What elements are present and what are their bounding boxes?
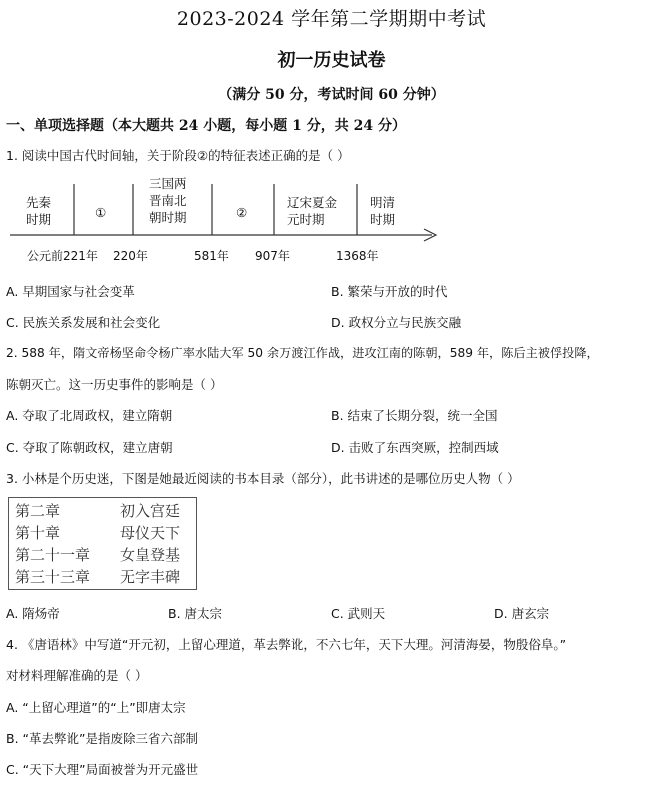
section-heading: 一、单项选择题（本大题共 24 小题，每小题 1 分，共 24 分）: [6, 118, 406, 134]
timeline-cell-stage-2: [236, 204, 247, 221]
toc-chapter: 第二章: [15, 502, 61, 520]
timeline-cell-liao-song: [287, 194, 337, 228]
q2-option-d[interactable]: D. 击败了东西突厥，控制西域: [331, 440, 499, 455]
timeline-label: 1368年: [336, 249, 379, 263]
timeline-cell-text: ①: [95, 205, 107, 220]
q2-stem-line2: 陈朝灭亡。这一历史事件的影响是（ ）: [6, 377, 223, 392]
q1-option-b[interactable]: B. 繁荣与开放的时代: [331, 284, 448, 299]
timeline-cell-text: 明清 时期: [370, 195, 396, 227]
timeline-label: 581年: [194, 249, 229, 263]
q3-option-c[interactable]: C. 武则天: [331, 606, 386, 621]
q1-timeline: [0, 170, 460, 270]
q3-option-a[interactable]: A. 隋炀帝: [6, 606, 60, 621]
q2-option-c[interactable]: C. 夺取了陈朝政权，建立唐朝: [6, 440, 173, 455]
toc-chapter: 第二十一章: [15, 546, 91, 564]
timeline-label: 220年: [113, 249, 148, 263]
q4-option-b[interactable]: B. “革去弊讹”是指废除三省六部制: [6, 731, 198, 746]
q1-option-a[interactable]: A. 早期国家与社会变革: [6, 284, 135, 299]
exam-title: 2023-2024 学年第二学期期中考试: [176, 8, 487, 30]
exam-note: （满分 50 分，考试时间 60 分钟）: [218, 87, 445, 103]
q4-option-a[interactable]: A. “上留心理道”的“上”即唐太宗: [6, 700, 186, 715]
q2-option-a[interactable]: A. 夺取了北周政权，建立隋朝: [6, 408, 173, 423]
q4-stem-line1: 4. 《唐语林》中写道“开元初，上留心理道，革去弊讹，不六七年，天下大理。河清海晏，物殷俗阜。”: [6, 637, 567, 652]
toc-chapter: 第十章: [15, 524, 61, 542]
toc-title: 无字丰碑: [120, 568, 181, 586]
q4-option-c[interactable]: C. “天下大理”局面被誉为开元盛世: [6, 762, 199, 777]
timeline-cell-stage-1: [95, 204, 106, 221]
q1-option-d[interactable]: D. 政权分立与民族交融: [331, 315, 462, 330]
q3-stem: 3. 小林是个历史迷，下图是她最近阅读的书本目录（部分），此书讲述的是哪位历史人物（ ）: [6, 471, 520, 486]
timeline-cell-text: ②: [236, 205, 248, 220]
q3-option-d[interactable]: D. 唐玄宗: [494, 606, 550, 621]
q2-option-b[interactable]: B. 结束了长期分裂，统一全国: [331, 408, 498, 423]
toc-title: 女皇登基: [120, 546, 181, 564]
toc-title: 母仪天下: [120, 524, 181, 542]
q1-option-c[interactable]: C. 民族关系发展和社会变化: [6, 315, 161, 330]
timeline-cell-text: 辽宋夏金 元时期: [287, 195, 338, 227]
timeline-cell-ming-qing: [370, 194, 395, 228]
exam-subtitle: 初一历史试卷: [277, 50, 386, 71]
timeline-label: 907年: [255, 249, 290, 263]
timeline-label: 公元前221年: [27, 249, 98, 263]
q2-stem-line1: 2. 588 年，隋文帝杨坚命令杨广率水陆大军 50 余万渡江作战，进攻江南的陈朝，589 年，陈后主被俘投降，: [6, 346, 599, 360]
timeline-cell-pre-qin: [26, 194, 51, 228]
toc-chapter: 第三十三章: [15, 568, 91, 586]
timeline-cell-three-kingdoms: [149, 175, 187, 226]
timeline-cell-text: 先秦 时期: [26, 195, 52, 227]
q3-option-b[interactable]: B. 唐太宗: [168, 606, 223, 621]
q3-table-of-contents: [8, 497, 197, 590]
q1-stem: 1. 阅读中国古代时间轴，关于阶段②的特征表述正确的是（ ）: [6, 148, 350, 163]
q4-stem-line2: 对材料理解准确的是（ ）: [6, 668, 148, 683]
toc-title: 初入宫廷: [120, 502, 181, 520]
timeline-cell-text: 三国两 晋南北 朝时期: [149, 176, 187, 225]
